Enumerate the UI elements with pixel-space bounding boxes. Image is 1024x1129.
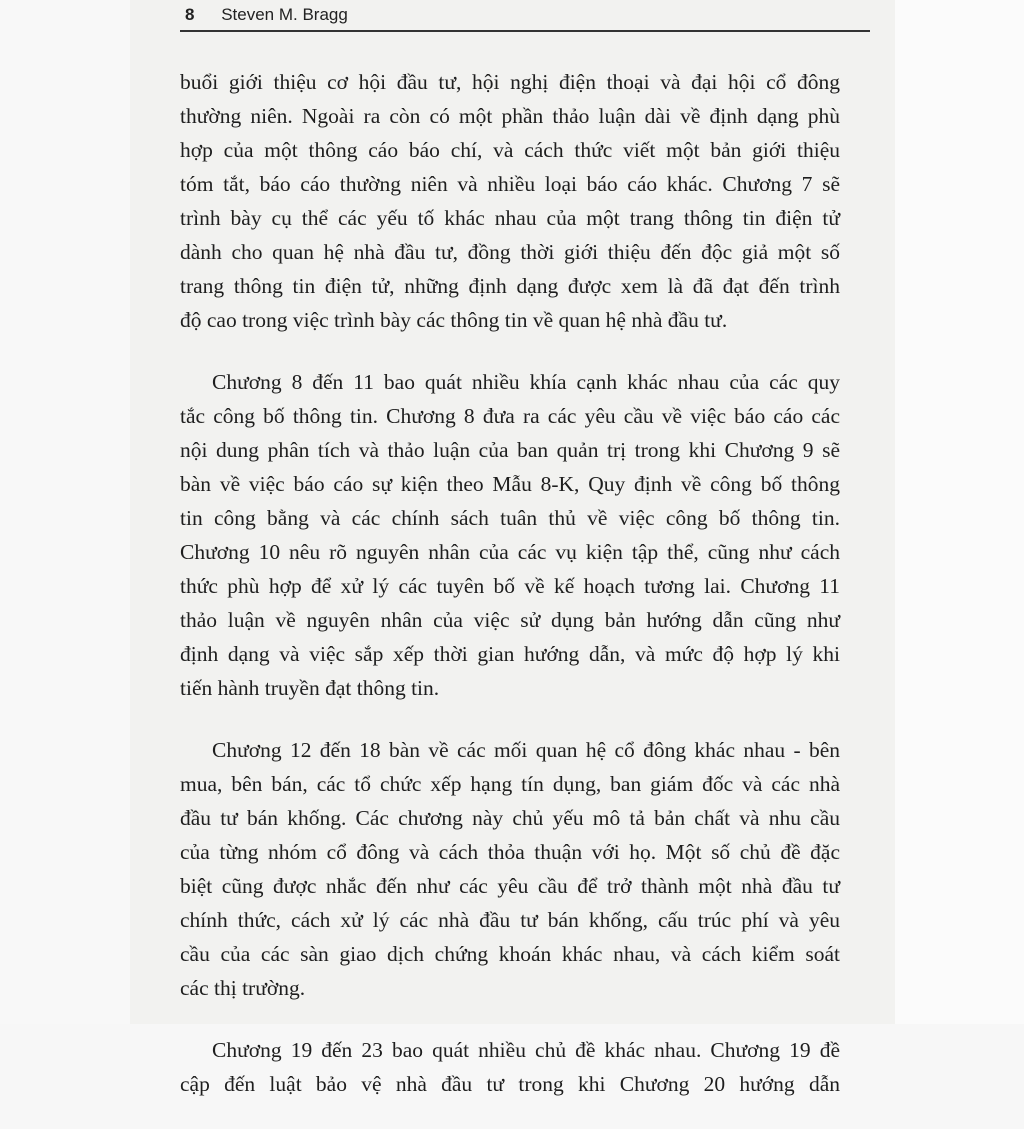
text-line: tắc công bố thông tin. Chương 8 đưa ra các yêu cầu về việc báo cáo các [180,404,840,428]
text-line: trình bày cụ thể các yếu tố khác nhau của một trang thông tin điện tử [180,206,840,230]
text-line: hợp của một thông cáo báo chí, và cách thức viết một bản giới thiệu [180,138,840,162]
paragraph [180,65,840,337]
text-line: biệt cũng được nhắc đến như các yêu cầu để trở thành một nhà đầu tư [180,874,840,898]
text-line: trang thông tin điện tử, những định dạng được xem là đã đạt đến trình [180,274,840,298]
right-margin [895,0,1024,1024]
text-line: thường niên. Ngoài ra còn có một phần thảo luận dài về định dạng phù [180,104,840,128]
text-line: định dạng và việc sắp xếp thời gian hướng dẫn, và mức độ hợp lý khi [180,642,840,666]
header-rule [180,30,870,32]
text-line: Chương 8 đến 11 bao quát nhiều khía cạnh khác nhau của các quy [212,370,840,394]
body-text [180,65,840,1129]
text-line: dành cho quan hệ nhà đầu tư, đồng thời giới thiệu đến độc giả một số [180,240,840,264]
text-line: tin công bằng và các chính sách tuân thủ về việc công bố thông tin. [180,506,840,530]
text-line: Chương 10 nêu rõ nguyên nhân của các vụ kiện tập thể, cũng như cách [180,540,840,564]
paragraph [180,365,840,705]
paragraph [180,733,840,1005]
page-number: 8 [185,5,195,24]
text-line: thảo luận về nguyên nhân của việc sử dụng bản hướng dẫn cũng như [180,608,840,632]
text-line: nội dung phân tích và thảo luận của ban quản trị trong khi Chương 9 sẽ [180,438,840,462]
text-line: buổi giới thiệu cơ hội đầu tư, hội nghị điện thoại và đại hội cổ đông [180,70,840,94]
text-line: tóm tắt, báo cáo thường niên và nhiều loại báo cáo khác. Chương 7 sẽ [180,172,840,196]
text-line: thức phù hợp để xử lý các tuyên bố về kế hoạch tương lai. Chương 11 [180,574,840,598]
text-line: cập đến luật bảo vệ nhà đầu tư trong khi Chương 20 hướng dẫn [180,1072,840,1096]
text-line: của từng nhóm cổ đông và cách thỏa thuận với họ. Một số chủ đề đặc [180,840,840,864]
text-line: Chương 12 đến 18 bàn về các mối quan hệ cổ đông khác nhau - bên [212,738,840,762]
text-line: cầu của các sàn giao dịch chứng khoán khác nhau, và cách kiểm soát [180,942,840,966]
text-line: độ cao trong việc trình bày các thông tin về quan hệ nhà đầu tư. [180,308,728,332]
text-line: tiến hành truyền đạt thông tin. [180,676,440,700]
author-name: Steven M. Bragg [221,5,348,24]
text-line: bàn về việc báo cáo sự kiện theo Mẫu 8-K, Quy định về công bố thông [180,472,840,496]
text-line: Chương 19 đến 23 bao quát nhiều chủ đề khác nhau. Chương 19 đề [212,1038,840,1062]
text-line: mua, bên bán, các tổ chức xếp hạng tín dụng, ban giám đốc và các nhà [180,772,840,796]
text-line: các thị trường. [180,976,306,1000]
book-page [130,0,895,1096]
text-line: chính thức, cách xử lý các nhà đầu tư bán khống, cấu trúc phí và yêu [180,908,840,932]
paragraph [180,1033,840,1101]
text-line: đầu tư bán khống. Các chương này chủ yếu mô tả bản chất và nhu cầu [180,806,840,830]
left-margin [0,0,130,1024]
running-header [185,5,348,25]
